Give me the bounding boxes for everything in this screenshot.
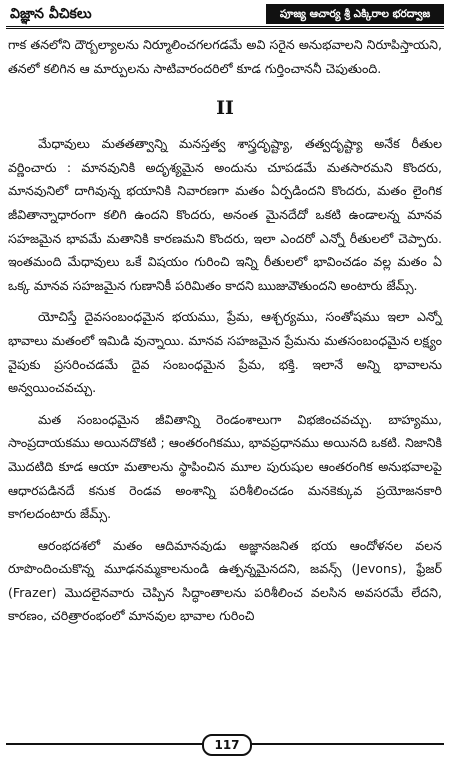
section-heading: II xyxy=(216,97,234,120)
page-body xyxy=(8,33,442,628)
book-title: విజ్ఞాన వీచికలు xyxy=(10,6,92,22)
paragraph: యోచిస్తే దైవసంబంధమైన భయము, ప్రేమ, ఆశ్చర్యము, సంతోషము ఇలా ఎన్నో భావాలు మతంలో ఇమిడి వున్నాయి. మానవ సహజమైన ప్రేమను మతసంబంధమైన లక్ష్యం వైపుకు ప్రసరించడమే దైవ సంబంధమైన ప్రేమ, భక్తి. ఇలానే అన్ని భావాలను అన్వయించవచ్చు. xyxy=(8,309,442,396)
paragraph: మత సంబంధమైన జీవితాన్ని రెండంశాలుగా విభజించవచ్చు. బాహ్యము, సాంప్రదాయకము అయినదొకటి ; ఆంతరంగికము, భావప్రధానము అయినది ఒకటి. నిజానికి మొదటిది కూడ ఆయా మతాలను స్థాపించిన మూల పురుషుల ఆంతరంగిక అనుభవాలపై ఆధారపడినదే కనుక రెండవ అంశాన్ని పరిశీలించడం మనకెక్కువ ప్రయోజనకారి కాగలదంటారు జేమ్స్. xyxy=(8,411,442,522)
page-footer xyxy=(6,734,444,754)
page-number: 117 xyxy=(202,734,252,756)
paragraph-continued: గాక తనలోని దౌర్బల్యాలను నిర్మూలించగలగడమే అవి సరైన అనుభవాలని నిరూపిస్తాయని, తనలో కలిగిన ఆ మార్పులను సాటివారందరిలో కూడ గుర్తించాననీ చెపుతుంది. xyxy=(8,37,442,76)
running-header xyxy=(6,4,444,29)
paragraph: మేధావులు మతతత్వాన్ని మనస్తత్వ శాస్త్రదృష్ట్యా, తత్వదృష్ట్యా అనేక రీతుల వర్ణించారు : మానవునికి అదృశ్యమైన అందును చూపడమే మతసారమని కొందరు, మానవునిలో దాగివున్న భయానికి నివారణగా మతం ఏర్పడిందని కొందరు, మతం లైంగిక జీవితాన్నాధారంగా కలిగి ఉందని కొందరు, అనంత మైనదేదో ఒకటి ఉండాలన్న మానవ సహజమైన భావమే మతానికి కారణమని కొందరు, ఇలా ఎందరో ఎన్నో రీతులలో చెప్పారు. ఇంతమంది మేధావులు ఒకే విషయం గురించి ఇన్ని రీతులలో భావించడం వల్ల మతం ఏ ఒక్క మానవ సహజమైన గుణానికీ పరిమితం కాదని ఋజువౌతుందని అంటారు జేమ్స్. xyxy=(8,136,442,293)
author-name: పూజ్య ఆచార్య శ్రీ ఎక్కిరాల భరద్వాజ xyxy=(266,4,444,24)
paragraph: ఆరంభదశలో మతం ఆదిమానవుడు అజ్ఞానజనిత భయ ఆందోళనల వలన రూపొందించుకొన్న మూఢనమ్మకాలనుండి ఉత్పన్నమైనదని, జవన్స్ (Jevons), ఫ్రేజర్ (Frazer) మొదలైనవారు చెప్పిన సిద్ధాంతాలను పరిశీలించ వలసిన అవసరమే లేదని, కారణం, చరిత్రారంభంలో మానవుల భావాల గురించి xyxy=(8,537,442,624)
